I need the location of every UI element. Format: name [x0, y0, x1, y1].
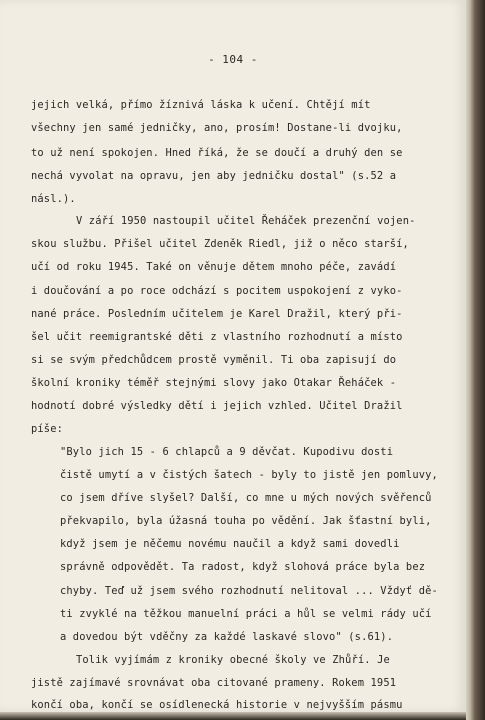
text-line: Tolik vyjímám z kroniky obecné školy ve Zhůří. Je	[76, 654, 390, 666]
book-binding	[466, 0, 485, 720]
text-line: školní kroniky téměř stejnými slovy jako Otakar Řeháček -	[31, 377, 397, 389]
quote-line: chyby. Teď už jsem svého rozhodnutí nelitoval ... Vždyť dě-	[60, 585, 438, 597]
text-line: hodnotí dobré výsledky dětí i jejich vzhled. Učitel Dražil	[31, 400, 403, 412]
text-line: skou službu. Přišel učitel Zdeněk Riedl, již o něco starší,	[31, 238, 409, 250]
text-line: píše:	[31, 423, 64, 435]
text-line: jejich velká, přímo žíznivá láska k učení. Chtějí mít	[31, 99, 371, 111]
text-line: si se svým předchůdcem prostě vyměnil. Ti oba zapisují do	[31, 354, 397, 366]
quote-line: čistě umytí a v čistých šatech - byly to jistě jen pomluvy,	[60, 469, 438, 481]
text-line: končí oba, končí se osídlenecká historie v nejvyšším pásmu	[31, 699, 403, 711]
quote-line: a dovedou být vděčny za každé laskavé slovo" (s.61).	[60, 631, 394, 643]
text-line: nané práce. Posledním učitelem je Karel Dražil, který při-	[31, 308, 403, 320]
text-line: nechá vyvolat na opravu, jen aby jedničku dostal" (s.52 a	[31, 170, 397, 182]
text-line: násl.).	[31, 193, 76, 205]
text-line: učí od roku 1945. Také on věnuje dětem mnoho péče, zavádí	[31, 261, 397, 273]
text-line: šel učit reemigrantské děti z vlastního rozhodnutí a místo	[31, 331, 403, 343]
quote-line: "Bylo jich 15 - 6 chlapců a 9 děvčat. Kupodivu dosti	[60, 446, 394, 458]
text-line: i doučování a po roce odchází s pocitem uspokojení z vyko-	[31, 285, 403, 297]
text-line: to už není spokojen. Hned říká, že se doučí a druhý den se	[31, 147, 403, 159]
text-line: V září 1950 nastoupil učitel Řeháček prezenční vojen-	[76, 215, 416, 227]
page-bottom-edge	[0, 712, 466, 720]
text-line: jistě zajímavé srovnávat oba citované prameny. Rokem 1951	[31, 677, 397, 689]
quote-line: co jsem dříve slyšel? Další, co mne u mých nových svěřenců	[60, 492, 432, 504]
quote-line: ti zvyklé na těžkou manuelní práci a hůl se velmi rády učí	[60, 608, 432, 620]
quote-line: správně odpovědět. Ta radost, když slohová práce byla bez	[60, 561, 426, 573]
quote-line: když jsem je něčemu novému naučil a když sami dovedli	[60, 538, 400, 550]
text-line: všechny jen samé jedničky, ano, prosím! Dostane-li dvojku,	[31, 122, 403, 134]
page-number: - 104 -	[208, 53, 258, 66]
quote-line: překvapilo, byla úžasná touha po vědění. Jak šťastní byli,	[60, 515, 432, 527]
